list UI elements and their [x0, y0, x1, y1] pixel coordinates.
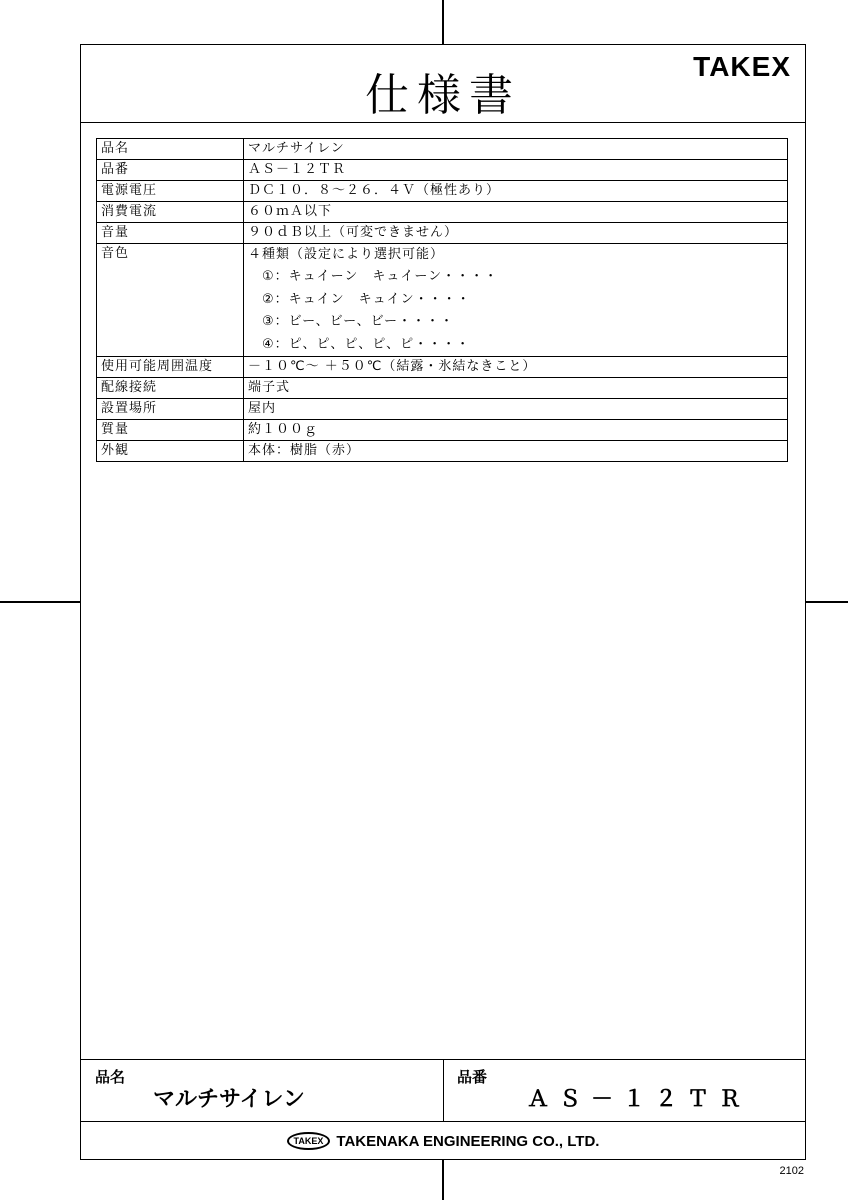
tone-option: ③：ビー、ビー、ビー・・・・ [262, 314, 455, 330]
spec-value: 本体：樹脂（赤） [244, 441, 788, 462]
tone-option: ④：ピ、ピ、ピ、ピ、ピ・・・・ [262, 336, 471, 352]
spec-row-tone [97, 244, 788, 357]
document-frame [80, 44, 806, 1160]
spec-row-supply-voltage [97, 181, 788, 202]
company-block [81, 1122, 805, 1160]
document-title: 仕様書 [365, 70, 521, 121]
spec-label: 質量 [97, 420, 244, 441]
crop-mark-bottom [442, 1160, 444, 1200]
tone-summary: ４種類（設定により選択可能） [248, 247, 445, 262]
spec-row-wiring [97, 378, 788, 399]
crop-mark-left [0, 601, 80, 603]
spec-row-current-consumption [97, 202, 788, 223]
spec-row-appearance [97, 441, 788, 462]
spec-value: ６０ｍＡ以下 [244, 202, 788, 223]
spec-label: 品名 [97, 139, 244, 160]
spec-value: ＤＣ１０．８～２６．４Ｖ（極性あり） [244, 181, 788, 202]
spec-row-weight [97, 420, 788, 441]
spec-label: 外観 [97, 441, 244, 462]
company-logo: TAKEX [287, 1132, 331, 1150]
title-block [81, 1059, 805, 1160]
spec-label: 使用可能周囲温度 [97, 357, 244, 378]
spec-row-operating-temperature [97, 357, 788, 378]
spec-label: 音色 [97, 244, 244, 357]
spec-value: 端子式 [244, 378, 788, 399]
title-block-model-number [443, 1060, 807, 1121]
document-header [81, 45, 805, 123]
spec-label: 消費電流 [97, 202, 244, 223]
spec-label: 配線接続 [97, 378, 244, 399]
model-number-label: 品番 [457, 1068, 488, 1086]
product-name-value: マルチサイレン [153, 1087, 305, 1112]
spec-label: 設置場所 [97, 399, 244, 420]
spec-row-volume [97, 223, 788, 244]
crop-mark-right [806, 601, 848, 603]
spec-row-installation-location [97, 399, 788, 420]
title-block-row [81, 1060, 805, 1122]
spec-row-product-name [97, 139, 788, 160]
crop-mark-top [442, 0, 444, 44]
tone-option: ①：キュイーン キュイーン・・・・ [262, 269, 499, 285]
spec-value: －１０℃～ ＋５０℃（結露・氷結なきこと） [244, 357, 788, 378]
spec-value: マルチサイレン [244, 139, 788, 160]
title-block-product-name [81, 1060, 444, 1121]
spec-label: 電源電圧 [97, 181, 244, 202]
spec-value-tone [244, 244, 788, 357]
brand-logo: TAKEX [693, 51, 791, 82]
tone-option: ②：キュイン キュイン・・・・ [262, 291, 471, 307]
spec-table [96, 138, 788, 462]
spec-label: 品番 [97, 160, 244, 181]
document-number: 2102 [779, 1165, 804, 1177]
product-name-label: 品名 [95, 1068, 126, 1086]
spec-value: 約１００ｇ [244, 420, 788, 441]
model-number-value: ＡＳ－１２ＴＲ [527, 1087, 752, 1112]
company-name: TAKENAKA ENGINEERING CO., LTD. [336, 1132, 600, 1150]
spec-value: 屋内 [244, 399, 788, 420]
spec-row-model-number [97, 160, 788, 181]
spec-value: ＡＳ－１２ＴＲ [244, 160, 788, 181]
spec-label: 音量 [97, 223, 244, 244]
spec-value: ９０ｄＢ以上（可変できません） [244, 223, 788, 244]
